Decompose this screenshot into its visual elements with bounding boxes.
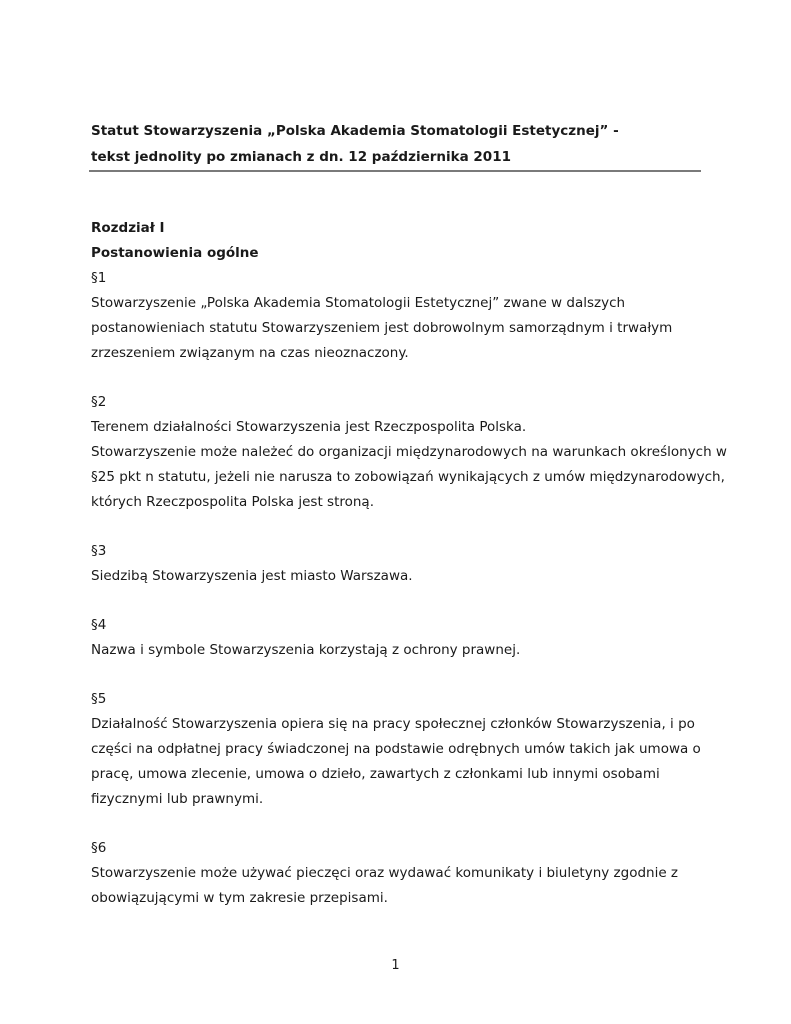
chapter-label: Rozdział I <box>91 220 165 236</box>
section-symbol: §1 <box>91 270 107 286</box>
section-text-line: fizycznymi lub prawnymi. <box>91 791 264 807</box>
paragraph-gap <box>91 589 706 613</box>
section-text-line: §25 pkt n statutu, jeżeli nie narusza to zobowiązań wynikających z umów międzynarodowych, <box>91 469 725 485</box>
section-symbol: §4 <box>91 617 107 633</box>
section-symbol: §6 <box>91 840 107 856</box>
document-body <box>91 216 727 911</box>
document-header <box>91 118 701 170</box>
section-4 <box>91 613 706 663</box>
section-text-line: postanowieniach statutu Stowarzyszeniem jest dobrowolnym samorządnym i trwałym <box>91 320 673 336</box>
section-3 <box>91 539 706 589</box>
section-text-line: części na odpłatnej pracy świadczonej na podstawie odrębnych umów takich jak umowa o <box>91 741 701 757</box>
section-text-line: obowiązującymi w tym zakresie przepisami. <box>91 890 388 906</box>
section-text-line: Stowarzyszenie może należeć do organizacji międzynarodowych na warunkach określonych w <box>91 444 727 460</box>
section-6 <box>91 836 706 911</box>
section-symbol: §3 <box>91 543 107 559</box>
section-text-line: których Rzeczpospolita Polska jest stroną. <box>91 494 374 510</box>
section-symbol: §2 <box>91 394 107 410</box>
section-symbol: §5 <box>91 691 107 707</box>
paragraph-gap <box>91 663 706 687</box>
section-text-line: pracę, umowa zlecenie, umowa o dzieło, zawartych z członkami lub innymi osobami <box>91 766 660 782</box>
section-text-line: Terenem działalności Stowarzyszenia jest Rzeczpospolita Polska. <box>91 419 527 435</box>
document-title-line-2: tekst jednolity po zmianach z dn. 12 października 2011 <box>91 149 511 165</box>
chapter-title: Postanowienia ogólne <box>91 245 259 261</box>
section-5 <box>91 687 706 812</box>
section-2 <box>91 390 727 515</box>
section-1 <box>91 266 706 366</box>
section-text-line: Stowarzyszenie może używać pieczęci oraz wydawać komunikaty i biuletyny zgodnie z <box>91 865 679 881</box>
header-divider <box>89 170 701 172</box>
document-title-line-1: Statut Stowarzyszenia „Polska Akademia Stomatologii Estetycznej” - <box>91 123 619 139</box>
section-text-line: Działalność Stowarzyszenia opiera się na pracy społecznej członków Stowarzyszenia, i po <box>91 716 695 732</box>
section-text-line: zrzeszeniem związanym na czas nieoznaczony. <box>91 345 409 361</box>
paragraph-gap <box>91 515 706 539</box>
paragraph-gap <box>91 812 706 836</box>
section-text-line: Siedzibą Stowarzyszenia jest miasto Warszawa. <box>91 568 413 584</box>
section-text-line: Nazwa i symbole Stowarzyszenia korzystają z ochrony prawnej. <box>91 642 521 658</box>
page-number: 1 <box>391 958 400 973</box>
section-text-line: Stowarzyszenie „Polska Akademia Stomatologii Estetycznej” zwane w dalszych <box>91 295 626 311</box>
paragraph-gap <box>91 366 706 390</box>
